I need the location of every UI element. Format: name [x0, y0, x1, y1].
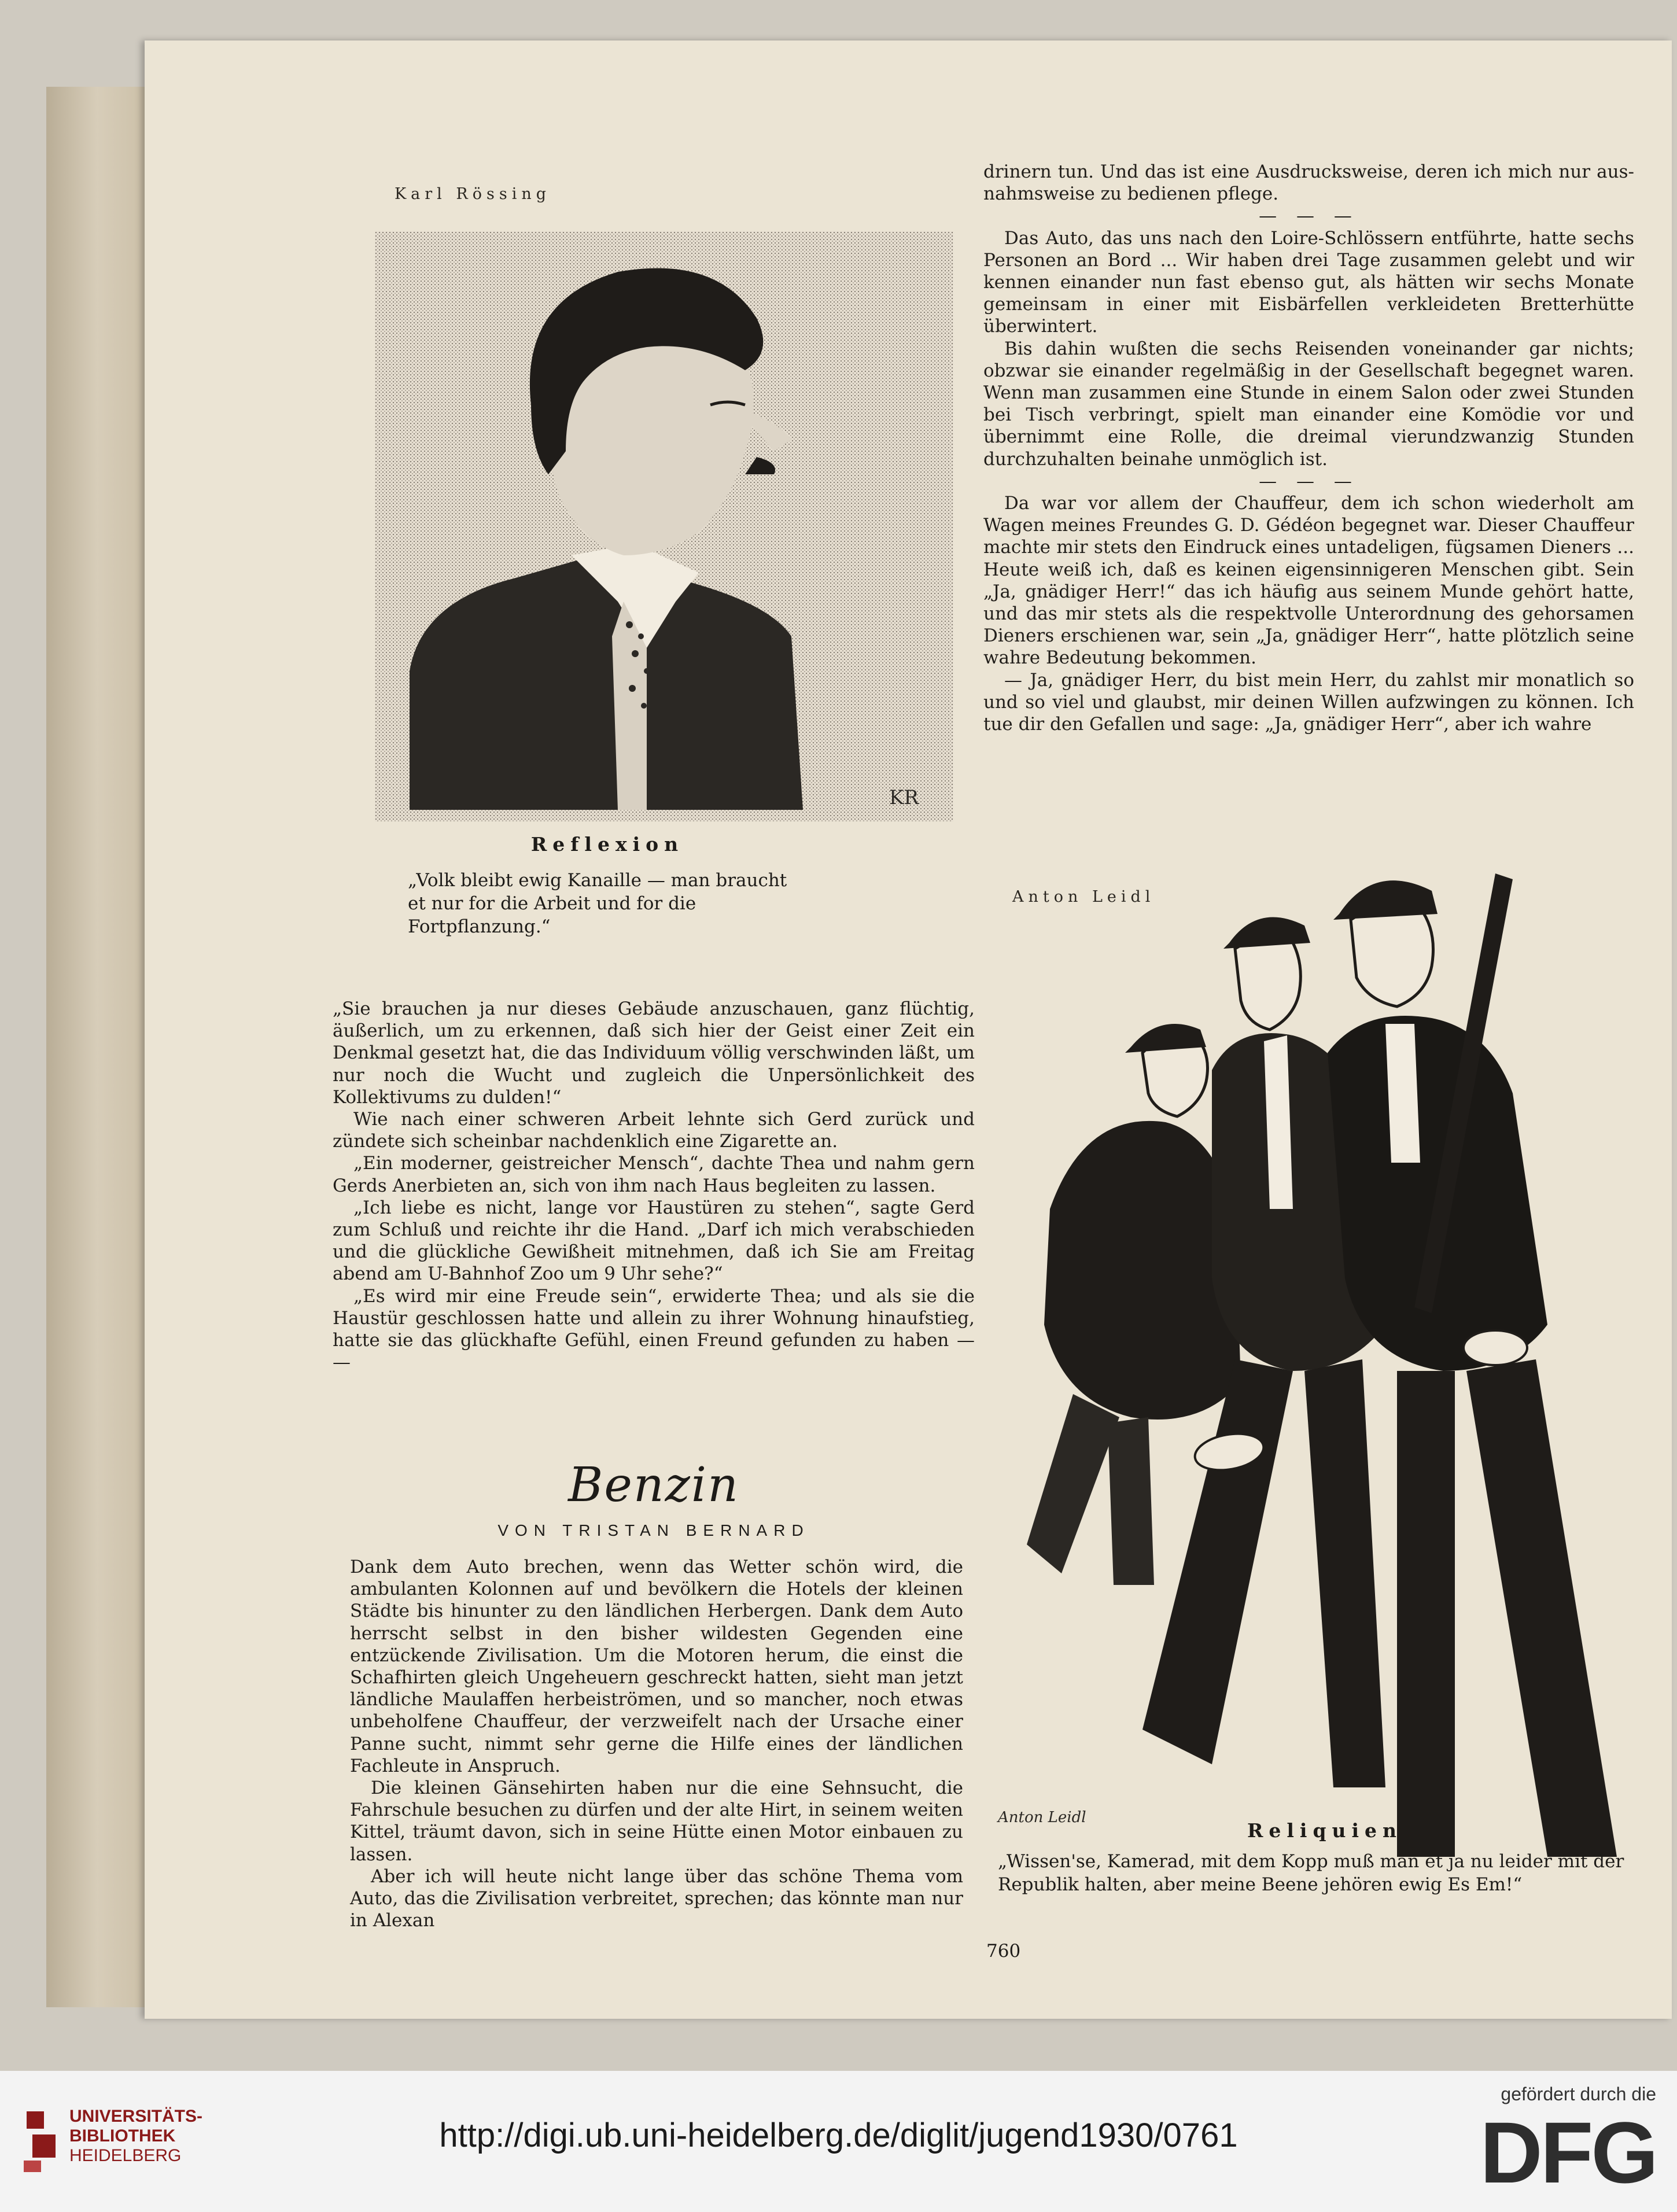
portrait-signature: KR: [889, 786, 919, 809]
paragraph: Bis dahin wußten die sechs Reisenden voneinander gar nichts; obzwar sie einander regelmäßig in der Gesellschaft begegnet waren. Wenn man zusammen eine Stunde in einem Salon oder zwei Stunden bei Tisch verbringt, spielt man einander eine Komödie vor und übernimmt eine Rolle, die dreimal vierundzwanzig Stunden durchzuhalten beinahe unmöglich ist.: [983, 338, 1634, 470]
paragraph: Dank dem Auto brechen, wenn das Wetter schön wird, die ambulanten Kolonnen auf und bevölkern die Hotels der kleinen Städte bis hinunter zu den ländlichen Herbergen. Dank dem Auto herrscht selbst in den bisher wildesten Gegenden eine entzückende Zivilisation. Um die Motoren herum, die einst die Schafhirten gleich Ungeheuern geschreckt hatten, sieht man jetzt ländliche Maulaffen herbeiströmen, und so mancher, noch etwas unbeholfene Chauffeur, der verzweifelt nach der Ursache einer Panne sucht, nimmt sehr gerne die Hilfe eines der ländlichen Fachleute in Anspruch.: [350, 1557, 963, 1776]
section-divider: — — —: [1259, 205, 1359, 227]
funding-label: gefördert durch die: [1501, 2084, 1656, 2104]
paragraph: „Ein moderner, geistreicher Mensch“, dachte Thea und nahm gern Gerds Anerbieten an, sich von ihm nach Haus begleiten zu lassen.: [333, 1153, 975, 1196]
paragraph: Die kleinen Gänsehirten haben nur die eine Sehnsucht, die Fahrschule besuchen zu dürfen und der alte Hirt, in seinem weiten Kittel, träumt davon, sich in seine Hütte einen Motor einbauen zu lassen.: [350, 1778, 963, 1865]
permalink-url[interactable]: http://digi.ub.uni-heidelberg.de/diglit/jugend1930/0761: [439, 2117, 1238, 2154]
credit-anton-leidl: Anton Leidl: [1012, 888, 1155, 906]
page-number: 760: [986, 1941, 1021, 1962]
article-title: Benzin: [568, 1458, 739, 1513]
middle-left-column: [333, 998, 975, 1373]
portrait-illustration: [375, 231, 953, 821]
article-author: VON TRISTAN BERNARD: [497, 1521, 810, 1539]
paragraph: drinern tun. Und das ist eine Ausdrucksweise, deren ich mich nur ausnahmsweise zu bedienen pflege.: [983, 161, 1634, 205]
section-divider: — — —: [1259, 470, 1359, 492]
paragraph: „Sie brauchen ja nur dieses Gebäude anzuschauen, ganz flüchtig, äußerlich, um zu erkennen, daß sich hier der Geist einer Zeit ein Denkmal gesetzt hat, die das Individuum völlig verschwinden läßt, um nur noch die Wucht und zugleich die Unpersönlichkeit des Kollektivums zu dulden!“: [333, 998, 975, 1108]
paragraph: — Ja, gnädiger Herr, du bist mein Herr, du zahlst mir monatlich so und so viel und glaubst, mir deinen Willen aufzwingen zu können. Ich tue dir den Gefallen und sage: „Ja, gnädiger Herr“, aber ich wahre: [983, 669, 1634, 735]
viewer-footer: [0, 2071, 1677, 2212]
paragraph: „Es wird mir eine Freude sein“, erwiderte Thea; und als sie die Haustür geschlossen hatte und allein zu ihrer Wohnung hinaufstieg, hatte sie das glückhafte Gefühl, einen Freund gefunden zu haben — —: [333, 1285, 975, 1373]
top-right-column: [983, 161, 1634, 735]
credit-karl-roessing: Karl Rössing: [395, 185, 551, 203]
caption-reflexion-title: Reflexion: [530, 833, 684, 856]
paragraph: „Ich liebe es nicht, lange vor Haustüren zu stehen“, sagte Gerd zum Schluß und reichte ihr die Hand. „Darf ich mich verabschieden und die glückliche Gewißheit mitnehmen, daß ich Sie am Freitag abend am U-Bahnhof Zoo um 9 Uhr sehe?“: [333, 1197, 975, 1285]
dfg-logo: DFG: [1480, 2104, 1656, 2201]
illustration-signature: Anton Leidl: [998, 1809, 1086, 1826]
paragraph: Da war vor allem der Chauffeur, dem ich schon wiederholt am Wagen meines Freundes G. D. Gédéon begegnet war. Dieser Chauffeur machte mir stets den Eindruck eines untadeligen, fügsamen Dieners ... Heute weiß ich, daß es keinen eigensinnigeren Menschen gibt. Sein „Ja, gnädiger Herr!“ das ich häufig aus seinem Munde gehört hatte, und das mir stets als die respektvolle Unterordnung des gehorsamen Dieners erschienen war, sein „Ja, gnädiger Herr“, hatte plötzlich seine wahre Bedeutung bekommen.: [983, 493, 1634, 669]
caption-reliquien-text: „Wissen'se, Kamerad, mit dem Kopp muß man et ja nu leider mit der Republik halten, aber meine Beene jehören ewig Es Em!“: [998, 1851, 1624, 1895]
paragraph: Aber ich will heute nicht lange über das schöne Thema vom Auto, das die Zivilisation verbreitet, sprechen; das könnte man nur in Alexan: [350, 1866, 963, 1931]
caption-reliquien-title: Reliquien: [1247, 1819, 1403, 1842]
caption-reflexion-text: „Volk bleibt ewig Kanaille — man braucht et nur for die Arbeit und for die Fortpflanzung.“: [408, 870, 787, 937]
magazine-page: [145, 40, 1672, 2019]
institution-line: BIBLIOTHEK: [69, 2126, 176, 2145]
paragraph: Wie nach einer schweren Arbeit lehnte sich Gerd zurück und zündete sich scheinbar nachdenklich eine Zigarette an.: [333, 1109, 975, 1152]
institution-line: UNIVERSITÄTS-: [69, 2107, 203, 2126]
paragraph: Das Auto, das uns nach den Loire-Schlössern entführte, hatte sechs Personen an Bord ... Wir haben drei Tage zusammen gelebt und wir kennen einander nun fast ebenso gut, als hätten wir sechs Monate gemeinsam in einer mit Eisbärfellen verkleideten Bretterhütte überwintert.: [983, 227, 1634, 337]
institution-line: HEIDELBERG: [69, 2146, 182, 2165]
article-column: [350, 1556, 963, 1931]
three-men-illustration: [992, 862, 1634, 1857]
